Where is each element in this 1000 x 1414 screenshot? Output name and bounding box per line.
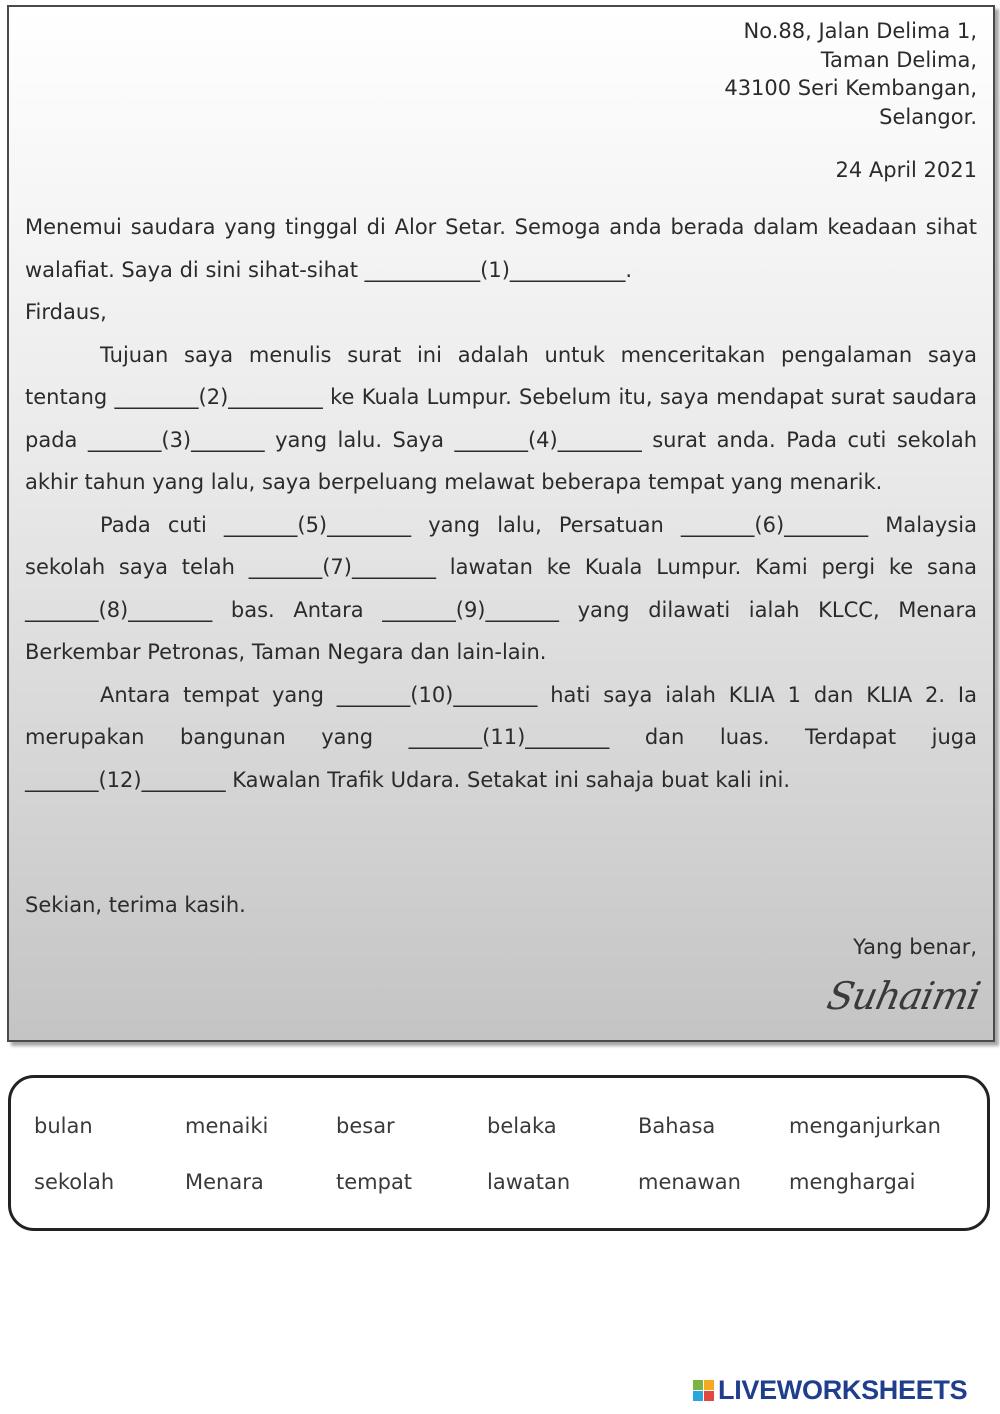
word-option[interactable]: menghargai [789,1170,916,1194]
sender-address [724,17,977,131]
salutation: Firdaus, [25,300,107,324]
word-option[interactable]: tempat [336,1170,413,1194]
word-option[interactable]: sekolah [34,1170,115,1194]
closing-line: Sekian, terima kasih. [25,893,246,917]
address-line: Taman Delima, [820,47,977,72]
word-option[interactable]: lawatan [487,1170,571,1194]
body-paragraph: Antara tempat yang _______(10)________ hati saya ialah KLIA 1 dan KLIA 2. Ia merupakan bangunan yang _______(11)________ dan luas. Terdapat juga _______(12)________ Kawalan Trafik Udara. Setakat ini sahaja buat kali ini. [25,682,977,792]
word-bank [8,1075,990,1231]
word-option[interactable]: menaiki [185,1114,269,1138]
letter-body [25,206,977,801]
logo-text: LIVEWORKSHEETS [718,1374,968,1405]
address-line: 43100 Seri Kembangan, [724,76,977,100]
letter-date: 24 April 2021 [835,158,977,182]
word-option[interactable]: besar [336,1114,395,1138]
address-line: Selangor. [879,104,977,129]
word-bank-grid [34,1114,940,1226]
word-option[interactable]: Menara [185,1170,264,1194]
letter-panel [7,5,995,1042]
word-option[interactable]: menganjurkan [789,1114,941,1138]
signature: Suhaimi [823,974,984,1018]
body-paragraph: Tujuan saya menulis surat ini adalah untuk menceritakan pengalaman saya tentang ________(2)_________ ke Kuala Lumpur. Sebelum itu, saya mendapat surat saudara pada _______(3)_______ yang lalu. Saya _______(4)________ surat anda. Pada cuti sekolah akhir tahun yang lalu, saya berpeluang melawat beberapa tempat yang menarik. [25,342,977,494]
liveworksheets-logo[interactable] [693,1375,967,1405]
opening-paragraph: Menemui saudara yang tinggal di Alor Setar. Semoga anda berada dalam keadaan sihat walafiat. Saya di sini sihat-sihat ___________(1)___________. [25,215,977,282]
body-paragraph: Pada cuti _______(5)________ yang lalu, Persatuan _______(6)________ Malaysia sekolah saya telah _______(7)________ lawatan ke Kuala Lumpur. Kami pergi ke sana _______(8)________ bas. Antara _______(9)_______ yang dilawati ialah KLCC, Menara Berkembar Petronas, Taman Negara dan lain-lain. [25,512,977,664]
word-option[interactable]: bulan [34,1114,93,1138]
address-line: No.88, Jalan Delima 1, [743,19,977,43]
sign-off: Yang benar, [853,935,977,959]
logo-icon [693,1380,714,1401]
word-option[interactable]: menawan [638,1170,741,1194]
word-option[interactable]: Bahasa [638,1114,716,1138]
word-option[interactable]: belaka [487,1114,557,1138]
